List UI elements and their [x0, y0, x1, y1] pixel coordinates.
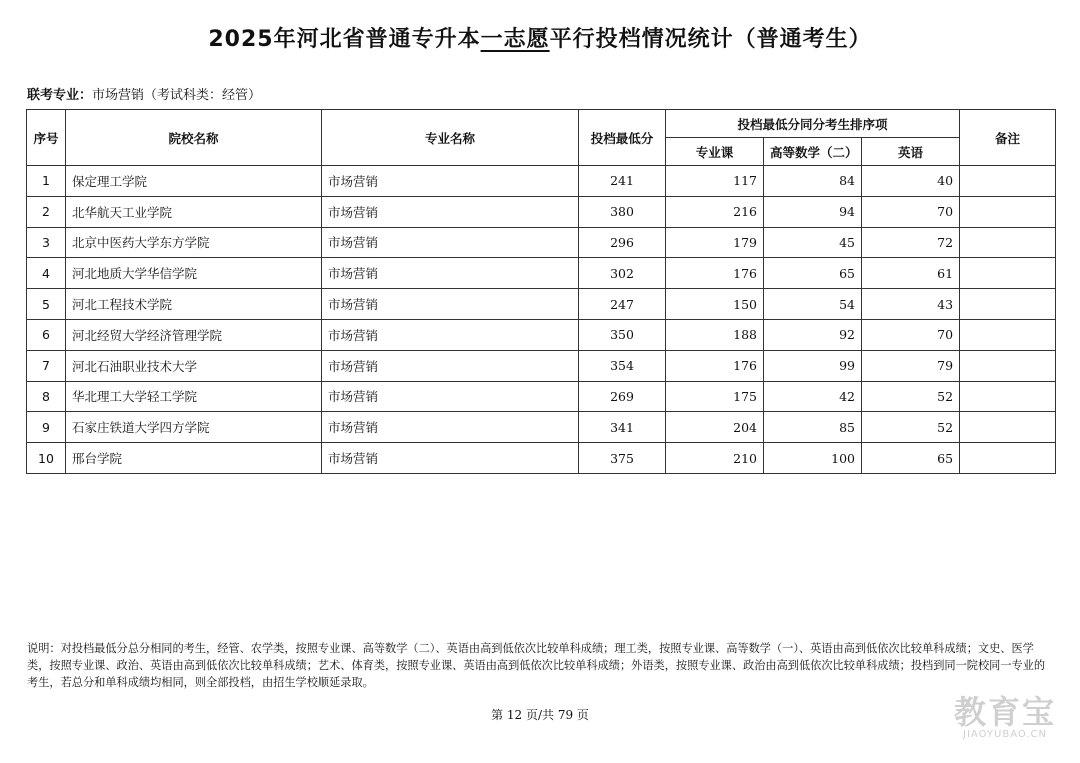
cell-remark — [960, 443, 1056, 474]
table-row — [27, 319, 1056, 350]
cell-remark — [960, 289, 1056, 320]
cell-no: 8 — [27, 381, 66, 412]
cell-math: 42 — [764, 381, 862, 412]
cell-major-course: 204 — [666, 412, 764, 443]
cell-english: 72 — [862, 227, 960, 258]
cell-remark — [960, 166, 1056, 197]
cell-major-course: 188 — [666, 319, 764, 350]
cell-major-course: 179 — [666, 227, 764, 258]
header-no: 序号 — [27, 110, 66, 166]
cell-major-course: 216 — [666, 196, 764, 227]
cell-english: 70 — [862, 196, 960, 227]
cell-english: 65 — [862, 443, 960, 474]
cell-math: 85 — [764, 412, 862, 443]
cell-remark — [960, 258, 1056, 289]
exam-major-value: 市场营销（考试科类：经管） — [92, 88, 262, 103]
cell-no: 3 — [27, 227, 66, 258]
cell-school: 保定理工学院 — [66, 166, 322, 197]
table-row — [27, 258, 1056, 289]
title-part1: 2025年河北省普通专升本 — [208, 27, 481, 52]
cell-no: 7 — [27, 350, 66, 381]
cell-english: 70 — [862, 319, 960, 350]
title-underlined: 一志愿 — [480, 27, 550, 52]
cell-min-score: 302 — [579, 258, 666, 289]
cell-min-score: 380 — [579, 196, 666, 227]
cell-english: 79 — [862, 350, 960, 381]
cell-major: 市场营销 — [322, 166, 579, 197]
cell-school: 北京中医药大学东方学院 — [66, 227, 322, 258]
cell-major-course: 150 — [666, 289, 764, 320]
admission-table — [26, 109, 1056, 474]
cell-remark — [960, 412, 1056, 443]
cell-english: 40 — [862, 166, 960, 197]
cell-min-score: 296 — [579, 227, 666, 258]
cell-major: 市场营销 — [322, 350, 579, 381]
cell-no: 5 — [27, 289, 66, 320]
table-row — [27, 412, 1056, 443]
exam-major-line — [27, 84, 261, 103]
cell-school: 河北石油职业技术大学 — [66, 350, 322, 381]
page-number: 第 12 页/共 79 页 — [491, 708, 589, 722]
cell-min-score: 375 — [579, 443, 666, 474]
cell-remark — [960, 319, 1056, 350]
cell-no: 9 — [27, 412, 66, 443]
cell-min-score: 341 — [579, 412, 666, 443]
cell-remark — [960, 350, 1056, 381]
header-tie-group: 投档最低分同分考生排序项 — [666, 110, 960, 138]
header-school: 院校名称 — [66, 110, 322, 166]
cell-math: 100 — [764, 443, 862, 474]
cell-no: 1 — [27, 166, 66, 197]
cell-english: 43 — [862, 289, 960, 320]
cell-english: 52 — [862, 381, 960, 412]
cell-major: 市场营销 — [322, 319, 579, 350]
cell-math: 94 — [764, 196, 862, 227]
exam-major-label: 联考专业： — [27, 88, 93, 103]
cell-remark — [960, 381, 1056, 412]
title-part2: 平行投档情况统计（普通考生） — [549, 27, 872, 52]
cell-major: 市场营销 — [322, 289, 579, 320]
cell-min-score: 269 — [579, 381, 666, 412]
cell-school: 北华航天工业学院 — [66, 196, 322, 227]
cell-math: 99 — [764, 350, 862, 381]
cell-math: 54 — [764, 289, 862, 320]
cell-major-course: 175 — [666, 381, 764, 412]
cell-no: 2 — [27, 196, 66, 227]
cell-school: 华北理工大学轻工学院 — [66, 381, 322, 412]
cell-english: 52 — [862, 412, 960, 443]
cell-major: 市场营销 — [322, 227, 579, 258]
header-sub-math: 高等数学（二） — [764, 138, 862, 166]
cell-school: 邢台学院 — [66, 443, 322, 474]
table-row — [27, 381, 1056, 412]
cell-school: 河北经贸大学经济管理学院 — [66, 319, 322, 350]
header-sub-english: 英语 — [862, 138, 960, 166]
cell-no: 6 — [27, 319, 66, 350]
cell-school: 河北工程技术学院 — [66, 289, 322, 320]
table-row — [27, 196, 1056, 227]
cell-min-score: 354 — [579, 350, 666, 381]
cell-major-course: 176 — [666, 350, 764, 381]
cell-math: 84 — [764, 166, 862, 197]
header-min-score: 投档最低分 — [579, 110, 666, 166]
cell-min-score: 247 — [579, 289, 666, 320]
table-row — [27, 166, 1056, 197]
cell-english: 61 — [862, 258, 960, 289]
cell-major-course: 210 — [666, 443, 764, 474]
explanation-note: 说明：对投档最低分总分相同的考生，经管、农学类，按照专业课、高等数学（二）、英语由高到低依次比较单科成绩；理工类，按照专业课、高等数学（一）、英语由高到低依次比较单科成绩；文史、医学类，按照专业课、政治、英语由高到低依次比较单科成绩；艺术、体育类，按照专业课、英语由高到低依次比较单科成绩；外语类，按照专业课、政治由高到低依次比较单科成绩；投档到同一院校同一专业的考生，若总分和单科成绩均相同，则全部投档，由招生学校顺延录取。 — [27, 642, 1046, 689]
cell-remark — [960, 196, 1056, 227]
watermark-text: 教育宝 — [953, 693, 1056, 731]
cell-major-course: 176 — [666, 258, 764, 289]
cell-math: 45 — [764, 227, 862, 258]
header-remark: 备注 — [960, 110, 1056, 166]
cell-no: 4 — [27, 258, 66, 289]
cell-min-score: 350 — [579, 319, 666, 350]
cell-remark — [960, 227, 1056, 258]
table-row — [27, 443, 1056, 474]
page-title — [0, 22, 1080, 53]
cell-major-course: 117 — [666, 166, 764, 197]
header-sub-major-course: 专业课 — [666, 138, 764, 166]
table-row — [27, 227, 1056, 258]
cell-school: 河北地质大学华信学院 — [66, 258, 322, 289]
table-row — [27, 350, 1056, 381]
table-row — [27, 289, 1056, 320]
watermark-url: JIAOYUBAO.CN — [963, 729, 1047, 740]
cell-math: 92 — [764, 319, 862, 350]
cell-school: 石家庄铁道大学四方学院 — [66, 412, 322, 443]
cell-math: 65 — [764, 258, 862, 289]
cell-major: 市场营销 — [322, 258, 579, 289]
cell-min-score: 241 — [579, 166, 666, 197]
cell-major: 市场营销 — [322, 443, 579, 474]
cell-no: 10 — [27, 443, 66, 474]
watermark-logo — [945, 695, 1065, 740]
header-major: 专业名称 — [322, 110, 579, 166]
cell-major: 市场营销 — [322, 381, 579, 412]
cell-major: 市场营销 — [322, 412, 579, 443]
cell-major: 市场营销 — [322, 196, 579, 227]
